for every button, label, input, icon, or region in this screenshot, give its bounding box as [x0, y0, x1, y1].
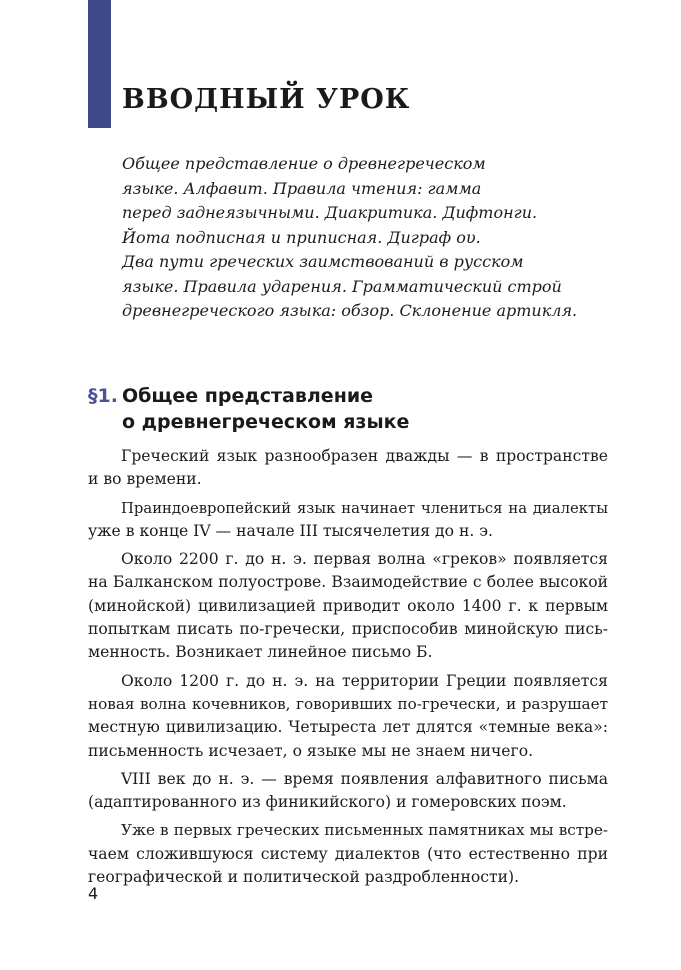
summary-line: перед заднеязычными. Диакритика. Дифтонги.	[122, 203, 538, 222]
page-number: 4	[88, 884, 99, 903]
summary-line: Два пути греческих заимствований в русском	[122, 252, 524, 271]
paragraph-line: письменность исчезает, о языке мы не знаем ничего.	[88, 741, 534, 760]
paragraph-line: и во времени.	[88, 470, 202, 489]
paragraph-line: новая волна кочевников, говоривших по-гречески, и разрушает	[88, 694, 608, 713]
paragraph-line: местную цивилизацию. Четыреста лет длятся «темные века»:	[88, 718, 608, 737]
paragraph	[88, 768, 608, 815]
paragraph-line: Праиндоевропейский язык начинает члениться на диалекты	[121, 499, 608, 517]
summary-line: Йота подписная и приписная. Диграф ου.	[122, 227, 481, 247]
section-number: §1.	[88, 385, 118, 407]
chapter-title: ВВОДНЫЙ УРОК	[122, 84, 411, 115]
section-heading	[88, 383, 409, 435]
body-text	[88, 445, 608, 894]
paragraph	[88, 548, 608, 664]
paragraph-line: Около 2200 г. до н. э. первая волна «греков» появляется	[121, 550, 608, 569]
summary-line: языке. Алфавит. Правила чтения: гамма	[122, 178, 482, 198]
paragraph-line: Уже в первых греческих письменных памятниках мы встре-	[121, 821, 608, 840]
paragraph	[88, 445, 608, 492]
paragraph	[88, 670, 608, 763]
paragraph	[88, 819, 608, 889]
paragraph	[88, 497, 608, 544]
section-title-line: о древнегреческом языке	[122, 411, 410, 433]
paragraph-line: географической и политической раздробленности).	[88, 868, 520, 887]
summary-line: Общее представление о древнегреческом	[122, 154, 486, 173]
summary-line: языке. Правила ударения. Грамматический строй	[122, 276, 562, 296]
summary-line: древнегреческого языка: обзор. Склонение артикля.	[122, 301, 578, 320]
paragraph-line: (минойской) цивилизацией приводит около 1400 г. к первым	[88, 596, 608, 615]
chapter-accent-bar	[88, 0, 111, 128]
chapter-summary	[122, 152, 592, 324]
paragraph-line: уже в конце IV — начале III тысячелетия до н. э.	[88, 521, 493, 540]
paragraph-line: попыткам писать по-гречески, приспособив минойскую пись-	[88, 620, 608, 639]
paragraph-line: на Балканском полуострове. Взаимодействие с более высокой	[88, 573, 608, 592]
paragraph-line: чаем сложившуюся систему диалектов (что естественно при	[88, 844, 608, 863]
paragraph-line: VIII век до н. э. — время появления алфавитного письма	[121, 769, 608, 788]
paragraph-line: менность. Возникает линейное письмо Б.	[88, 643, 433, 662]
section-title-line: Общее представление	[122, 385, 374, 407]
paragraph-line: Около 1200 г. до н. э. на территории Греции появляется	[121, 671, 608, 690]
paragraph-line: (адаптированного из финикийского) и гомеровских поэм.	[88, 793, 567, 812]
paragraph-line: Греческий язык разнообразен дважды — в пространстве	[121, 447, 608, 465]
